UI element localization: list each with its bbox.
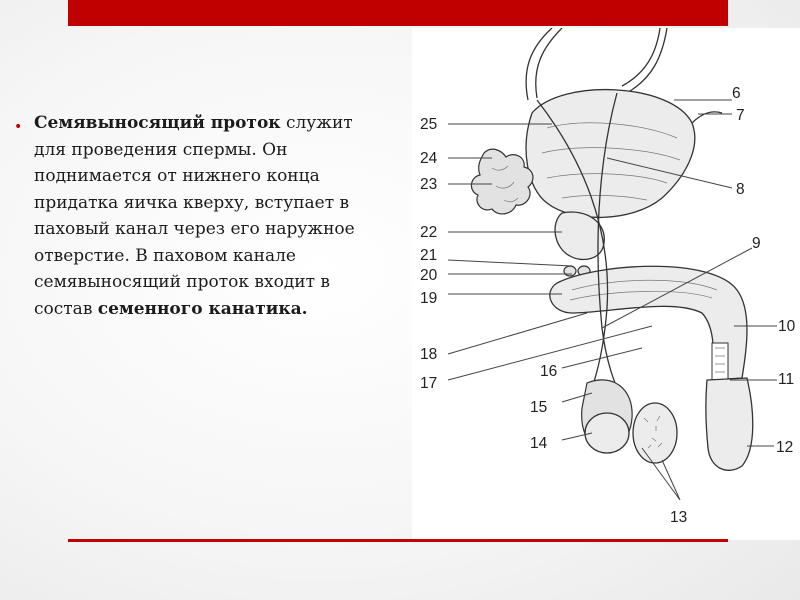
label-8: 8 [736, 181, 745, 198]
bullet-marker: • [14, 119, 23, 135]
label-16: 16 [540, 363, 558, 380]
label-15: 15 [530, 399, 548, 416]
cord-tube-right [627, 28, 667, 93]
label-12: 12 [776, 439, 794, 456]
label-18: 18 [420, 346, 438, 363]
cord-tube-left [536, 28, 562, 98]
label-9: 9 [752, 235, 761, 252]
label-13: 13 [670, 509, 688, 526]
bullet-text-block [14, 110, 386, 322]
seminal-vesicle [471, 149, 533, 214]
label-14: 14 [530, 435, 548, 452]
label-6: 6 [732, 85, 741, 102]
label-22: 22 [420, 224, 438, 241]
testis-right-section [633, 403, 677, 463]
term-spermatic-cord: семенного канатика. [97, 298, 308, 319]
label-25: 25 [420, 116, 438, 133]
label-19: 19 [420, 290, 438, 307]
leader-18 [448, 313, 587, 354]
anatomy-diagram [412, 28, 800, 540]
label-21: 21 [420, 247, 438, 264]
label-10: 10 [778, 318, 796, 335]
prostate [555, 212, 604, 259]
cord-tube-right-inner [622, 28, 660, 86]
label-20: 20 [420, 267, 438, 284]
label-7: 7 [736, 107, 745, 124]
urethra-cutaway [712, 343, 728, 383]
bottom-accent-line [68, 539, 728, 542]
label-23: 23 [420, 176, 438, 193]
leader-21 [448, 260, 572, 266]
description-text: служит для проведения спермы. Он поднимается от нижнего конца придатка яичка кверху, вступает в паховый канал через его наружное отверстие. В паховом канале семявыносящий проток входит в состав [34, 113, 355, 319]
term-vas-deferens: Семявыносящий проток [34, 113, 281, 133]
anatomy-figure [412, 28, 800, 540]
label-24: 24 [420, 150, 438, 167]
glans [706, 378, 753, 470]
top-accent-bar [68, 0, 728, 26]
label-11: 11 [778, 371, 795, 388]
bladder [526, 90, 695, 218]
label-17: 17 [420, 375, 438, 392]
bullet-paragraph [34, 110, 386, 322]
